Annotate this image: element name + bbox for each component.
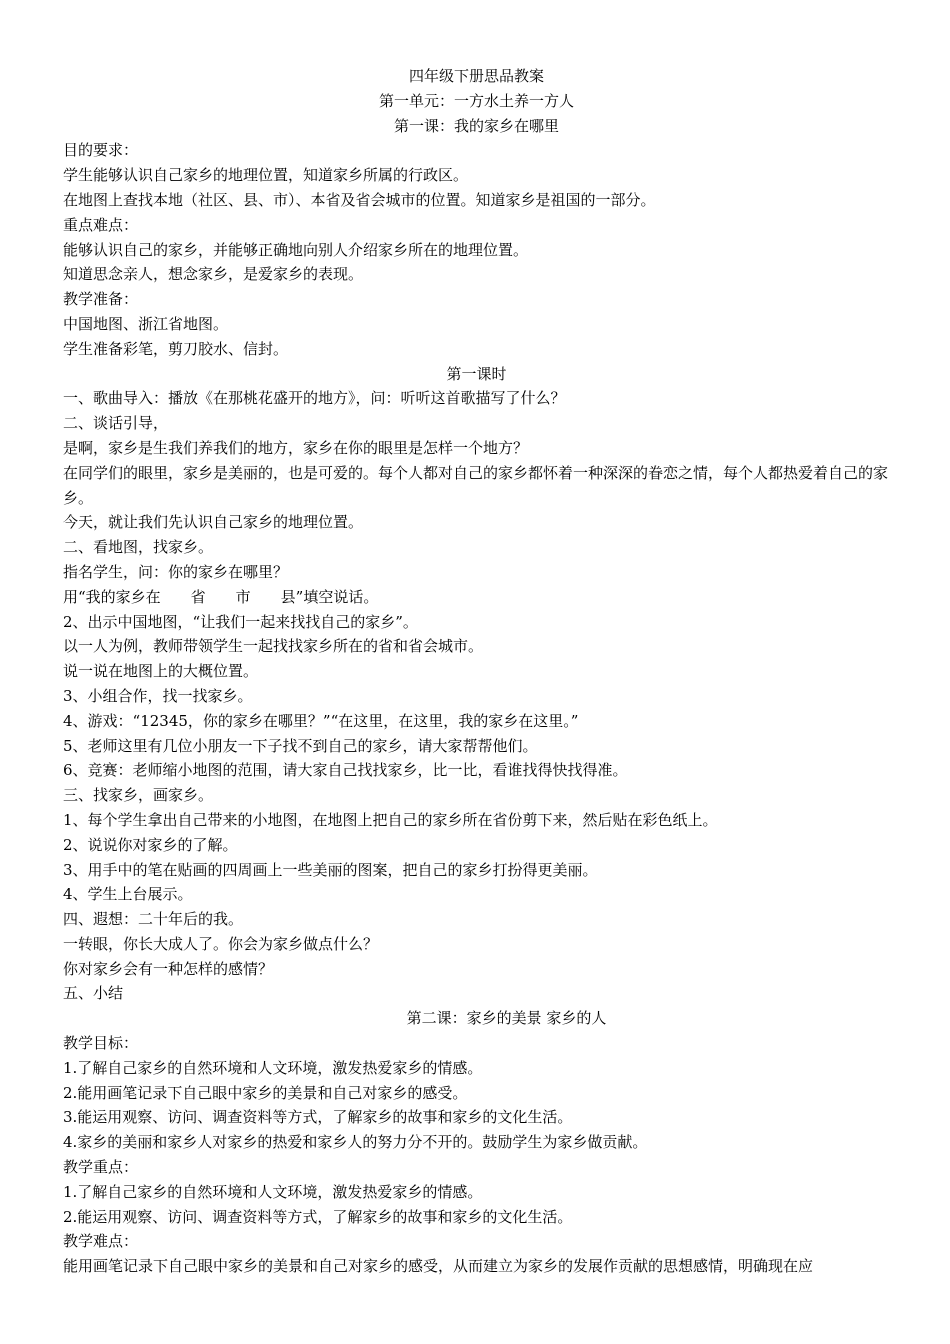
step-line: 说一说在地图上的大概位置。 [63,662,259,681]
step-line: 3、小组合作，找一找家乡。 [63,686,253,705]
step-line: 是啊，家乡是生我们养我们的地方，家乡在你的眼里是怎样一个地方？ [63,438,529,457]
step-line: 2、出示中国地图，“让我们一起来找找自己的家乡”。 [63,612,418,631]
lesson1-key: 知道思念亲人，想念家乡，是爱家乡的表现。 [63,265,364,284]
document-title: 四年级下册思品教案 [408,67,544,85]
lesson2-goal: 3.能运用观察、访问、调查资料等方式，了解家乡的故事和家乡的文化生活。 [63,1108,573,1127]
step-line: 以一人为例，教师带领学生一起找找家乡所在的省和省会城市。 [63,637,484,656]
step-line: 二、看地图，找家乡。 [63,538,214,557]
lesson1-key-heading: 重点难点： [63,215,139,234]
step-line: 6、竞赛：老师缩小地图的范围，请大家自己找找家乡，比一比，看谁找得快找得准。 [63,761,628,780]
lesson2-goal: 1.了解自己家乡的自然环境和人文环境，激发热爱家乡的情感。 [63,1058,483,1077]
step-line: 你对家乡会有一种怎样的感情？ [63,959,274,978]
lesson1-goal: 学生能够认识自己家乡的地理位置，知道家乡所属的行政区。 [63,166,469,185]
step-line: 1、每个学生拿出自己带来的小地图，在地图上把自己的家乡所在省份剪下来，然后贴在彩色纸上。 [63,810,718,829]
lesson1-prep-heading: 教学准备： [63,290,139,309]
lesson2-key: 2.能运用观察、访问、调查资料等方式，了解家乡的故事和家乡的文化生活。 [63,1207,573,1226]
lesson2-difficulty: 能用画笔记录下自己眼中家乡的美景和自己对家乡的感受，从而建立为家乡的发展作贡献的思想感情，明确现在应 [63,1257,814,1276]
step-line: 今天，就让我们先认识自己家乡的地理位置。 [63,513,364,532]
period-title: 第一课时 [446,364,507,383]
lesson2-key: 1.了解自己家乡的自然环境和人文环境，激发热爱家乡的情感。 [63,1182,483,1201]
step-line: 二、谈话引导， [63,414,169,433]
step-line: 用“我的家乡在 省 市 县”填空说话。 [63,587,379,606]
step-line: 5、老师这里有几位小朋友一下子找不到自己的家乡，请大家帮帮他们。 [63,736,538,755]
lesson2-goals-heading: 教学目标： [63,1034,139,1053]
lesson2-goal: 2.能用画笔记录下自己眼中家乡的美景和自己对家乡的感受。 [63,1083,468,1102]
step-line: 2、说说你对家乡的了解。 [63,835,238,854]
step-line: 3、用手中的笔在贴画的四周画上一些美丽的图案，把自己的家乡打扮得更美丽。 [63,860,598,879]
lesson2-difficulty-heading: 教学难点： [63,1232,139,1251]
lesson1-goal: 在地图上查找本地（社区、县、市）、本省及省会城市的位置。知道家乡是祖国的一部分。 [63,190,656,209]
lesson1-title: 第一课：我的家乡在哪里 [393,116,559,135]
lesson1-prep: 学生准备彩笔，剪刀胶水、信封。 [63,339,289,358]
step-line: 在同学们的眼里，家乡是美丽的，也是可爱的。每个人都对自己的家乡都怀着一种深深的眷恋之情，每个人都热爱着自己的家乡。 [63,463,889,507]
lesson1-prep: 中国地图、浙江省地图。 [63,314,229,333]
step-line: 三、找家乡，画家乡。 [63,786,214,805]
lesson1-key: 能够认识自己的家乡，并能够正确地向别人介绍家乡所在的地理位置。 [63,240,529,259]
step-line: 4、学生上台展示。 [63,885,193,904]
unit-title: 第一单元：一方水土养一方人 [378,91,574,110]
lesson2-key-heading: 教学重点： [63,1158,139,1177]
step-line: 4、游戏：“12345，你的家乡在哪里？”“在这里，在这里，我的家乡在这里。” [63,711,579,730]
step-line: 指名学生，问：你的家乡在哪里？ [63,562,289,581]
step-line: 五、小结 [63,984,124,1003]
step-line: 四、遐想：二十年后的我。 [63,910,244,929]
lesson1-goals-heading: 目的要求： [63,141,139,160]
step-line: 一、歌曲导入：播放《在那桃花盛开的地方》，问：听听这首歌描写了什么？ [63,389,566,408]
step-line: 一转眼，你长大成人了。你会为家乡做点什么？ [63,934,379,953]
lesson2-goal: 4.家乡的美丽和家乡人对家乡的热爱和家乡人的努力分不开的。鼓励学生为家乡做贡献。 [63,1133,648,1152]
lesson2-title: 第二课：家乡的美景 家乡的人 [406,1009,607,1028]
